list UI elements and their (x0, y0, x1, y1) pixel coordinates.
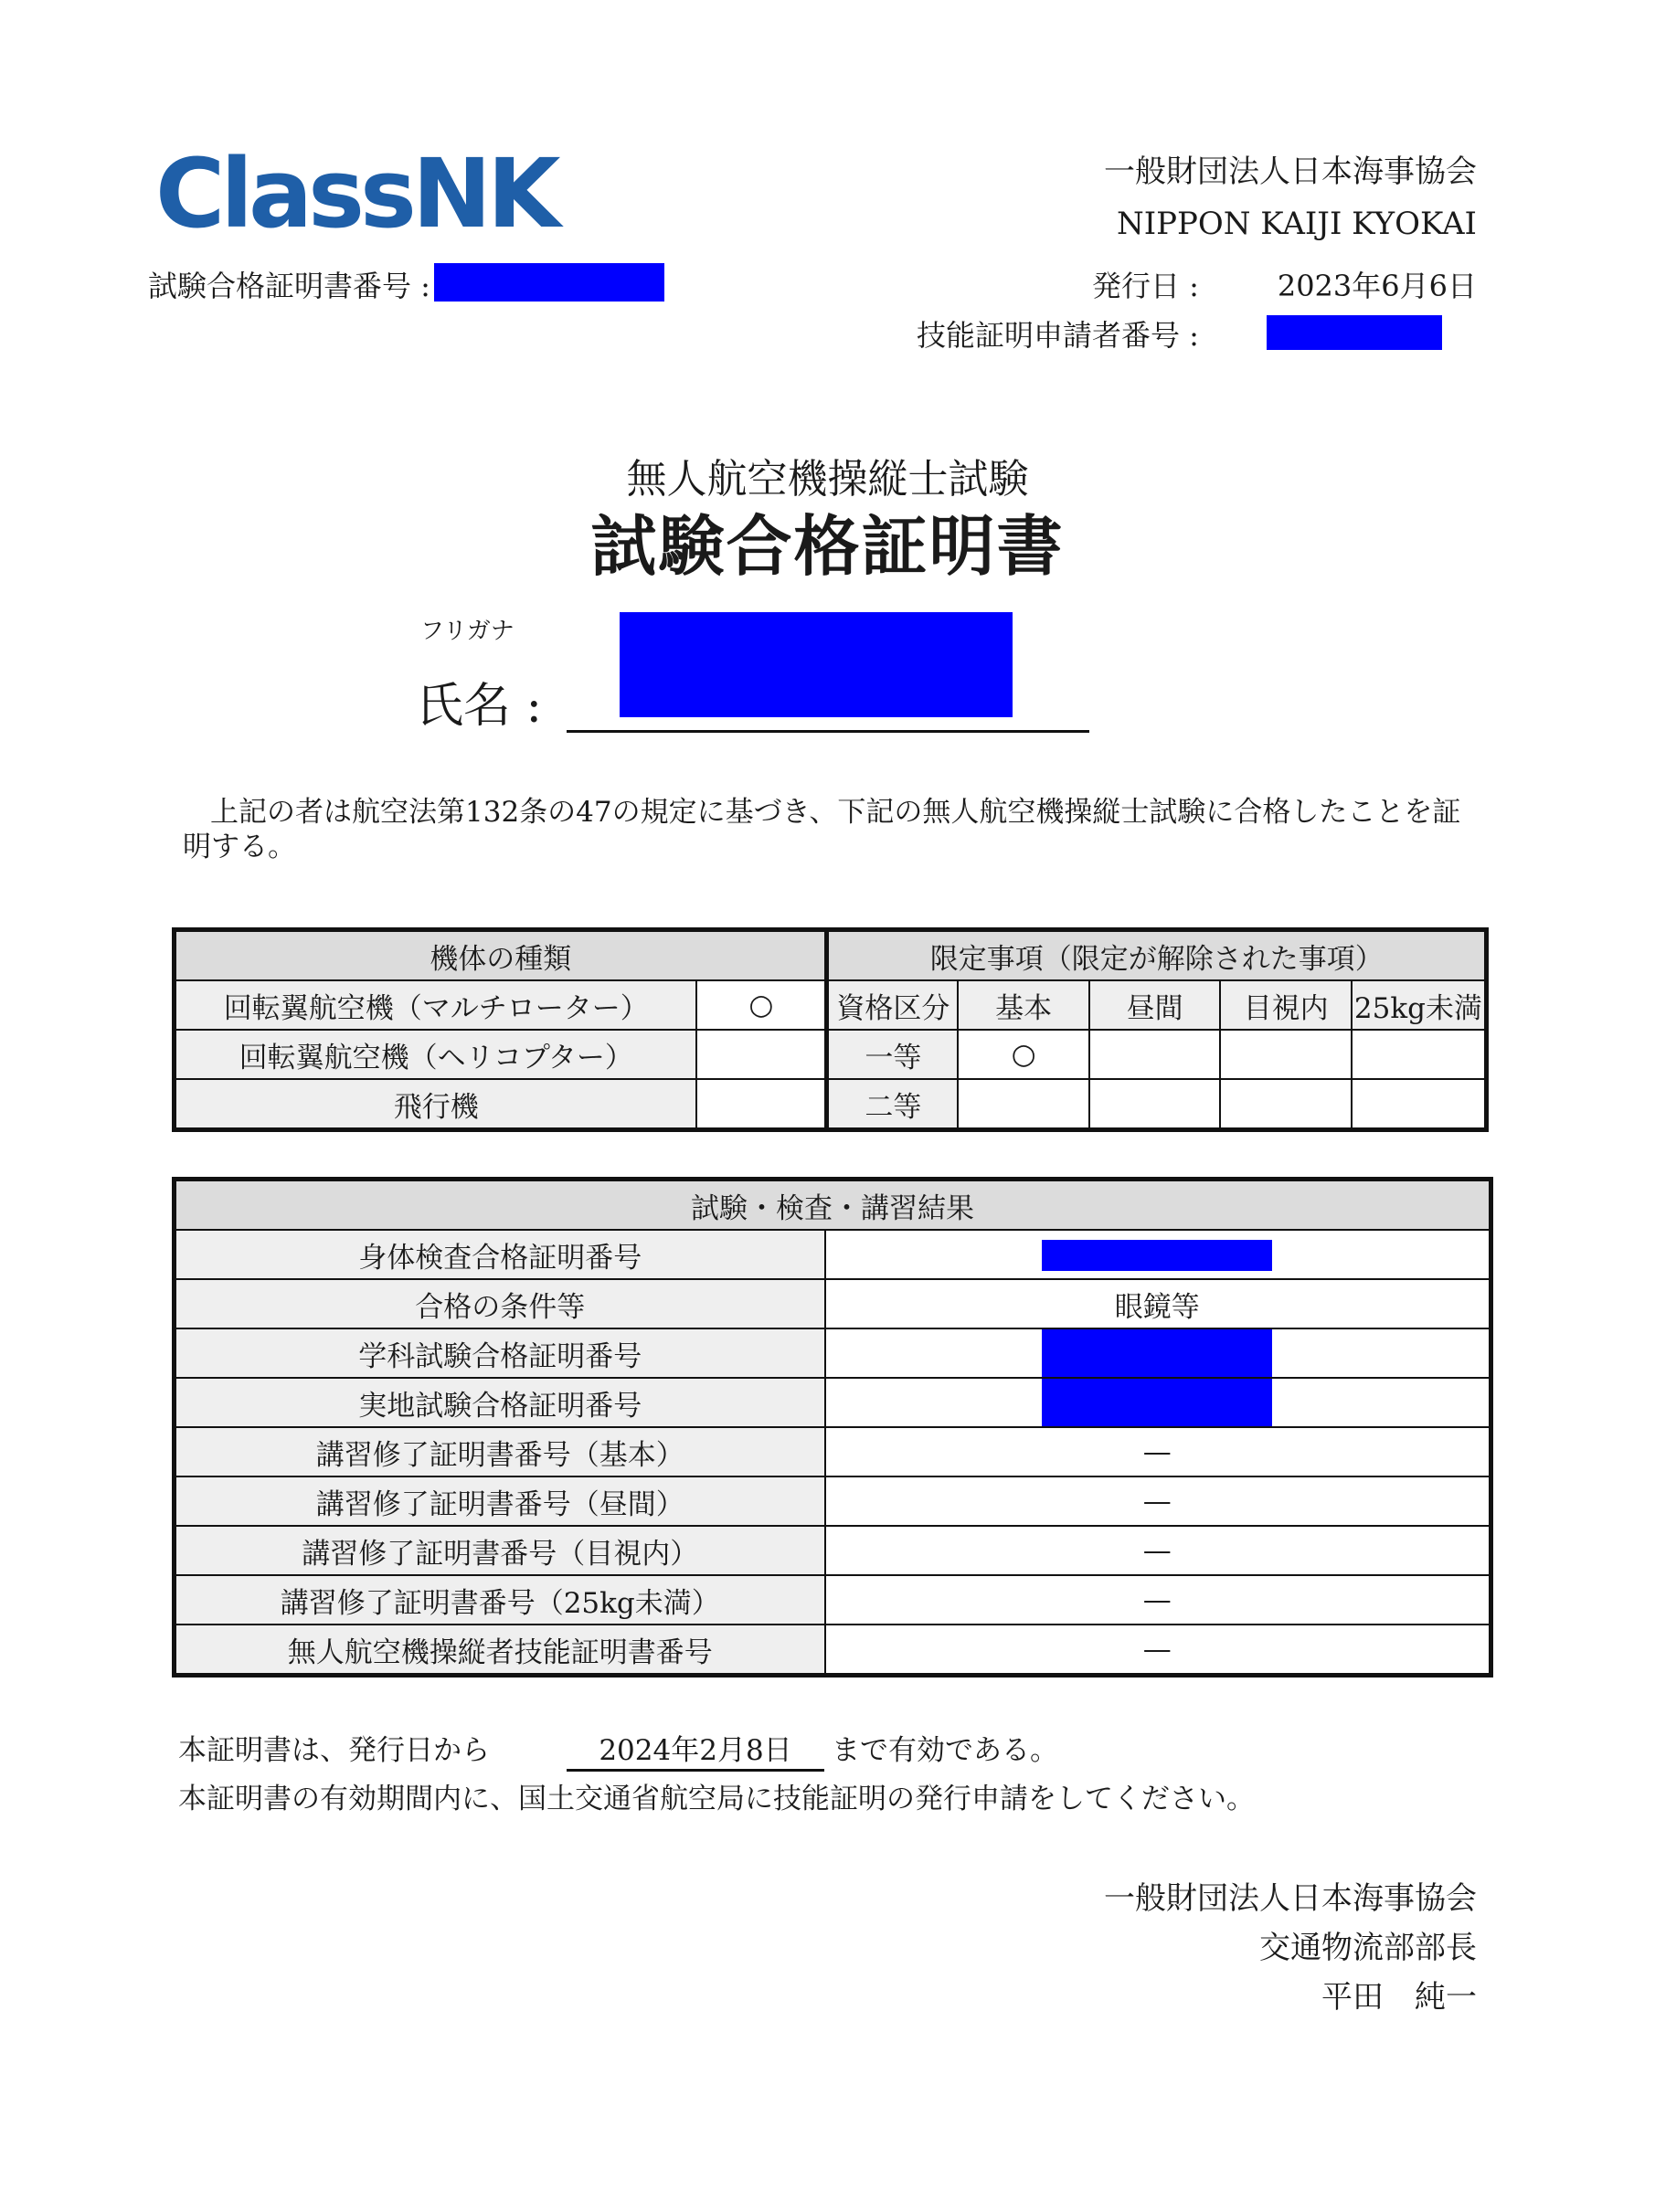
name-underline (567, 730, 1089, 733)
result-value: — (825, 1575, 1491, 1625)
grade-day-mark (1089, 1079, 1220, 1130)
signature-name: 平田 純一 (1321, 1979, 1477, 2016)
result-label: 講習修了証明書番号（25kg未満） (175, 1575, 825, 1625)
result-value: 眼鏡等 (825, 1279, 1491, 1328)
result-redaction (1042, 1240, 1272, 1271)
result-value: — (825, 1625, 1491, 1676)
signature-org: 一般財団法人日本海事協会 (1104, 1880, 1477, 1917)
validity-prefix: 本証明書は、発行日から (178, 1734, 490, 1767)
col-header-day: 昼間 (1089, 980, 1220, 1030)
aircraft-type-mark (696, 1030, 826, 1079)
certificate-title: 試験合格証明書 (590, 507, 1065, 585)
grade-label: 一等 (827, 1030, 958, 1079)
results-header: 試験・検査・講習結果 (175, 1180, 1491, 1231)
result-value (825, 1328, 1491, 1378)
result-label: 学科試験合格証明番号 (175, 1328, 825, 1378)
result-value: — (825, 1476, 1491, 1526)
result-redaction (1042, 1379, 1272, 1426)
grade-basic-mark (958, 1079, 1088, 1130)
aircraft-type-header: 機体の種類 (175, 930, 827, 981)
grade-visual-mark (1220, 1030, 1351, 1079)
org-name-en: NIPPON KAIJI KYOKAI (1116, 206, 1477, 242)
classnk-logo: ClassNK (155, 138, 557, 249)
col-header-grade: 資格区分 (827, 980, 958, 1030)
applicant-number-redaction (1267, 315, 1442, 350)
limitation-header: 限定事項（限定が解除された事項） (827, 930, 1487, 981)
results-table (172, 1177, 1493, 1678)
result-value: — (825, 1427, 1491, 1476)
exam-title: 無人航空機操縦士試験 (626, 456, 1029, 503)
name-redaction (620, 612, 1013, 717)
statement-text: 上記の者は航空法第132条の47の規定に基づき、下記の無人航空機操縦士試験に合格したことを証明する。 (183, 796, 1461, 863)
result-label: 講習修了証明書番号（昼間） (175, 1476, 825, 1526)
issue-date-label: 発行日 : (1092, 269, 1199, 303)
validity-note: 本証明書の有効期間内に、国土交通省航空局に技能証明の発行申請をしてください。 (178, 1783, 1255, 1815)
name-label: 氏名 : (416, 679, 543, 734)
result-label: 実地試験合格証明番号 (175, 1378, 825, 1427)
result-label: 講習修了証明書番号（目視内） (175, 1526, 825, 1575)
aircraft-type-mark: ○ (696, 980, 826, 1030)
aircraft-type-table (172, 927, 1489, 1132)
result-redaction (1042, 1329, 1272, 1377)
result-value: — (825, 1526, 1491, 1575)
signature-dept: 交通物流部部長 (1259, 1930, 1477, 1966)
applicant-number-label: 技能証明申請者番号 : (917, 318, 1199, 353)
result-label: 合格の条件等 (175, 1279, 825, 1328)
grade-day-mark (1089, 1030, 1220, 1079)
grade-visual-mark (1220, 1079, 1351, 1130)
aircraft-type-name: 回転翼航空機（ヘリコプター） (175, 1030, 697, 1079)
result-label: 無人航空機操縦者技能証明書番号 (175, 1625, 825, 1676)
validity-date: 2024年2月8日 (599, 1734, 792, 1767)
cert-number-label: 試験合格証明書番号 : (148, 269, 430, 303)
result-value (825, 1230, 1491, 1279)
grade-label: 二等 (827, 1079, 958, 1130)
col-header-under25: 25kg未満 (1352, 980, 1487, 1030)
aircraft-type-name: 回転翼航空機（マルチローター） (175, 980, 697, 1030)
validity-suffix: まで有効である。 (832, 1734, 1058, 1767)
aircraft-type-name: 飛行機 (175, 1079, 697, 1130)
cert-number-redaction (434, 263, 664, 302)
issue-date: 2023年6月6日 (1277, 269, 1477, 303)
grade-under25-mark (1352, 1030, 1487, 1079)
col-header-visual: 目視内 (1220, 980, 1351, 1030)
aircraft-type-mark (696, 1079, 826, 1130)
result-label: 身体検査合格証明番号 (175, 1230, 825, 1279)
furigana-label: フリガナ (420, 618, 515, 645)
result-label: 講習修了証明書番号（基本） (175, 1427, 825, 1476)
org-name-jp: 一般財団法人日本海事協会 (1104, 153, 1477, 190)
result-value (825, 1378, 1491, 1427)
validity-date-underline (567, 1769, 824, 1772)
grade-under25-mark (1352, 1079, 1487, 1130)
grade-basic-mark: ○ (958, 1030, 1088, 1079)
col-header-basic: 基本 (958, 980, 1088, 1030)
